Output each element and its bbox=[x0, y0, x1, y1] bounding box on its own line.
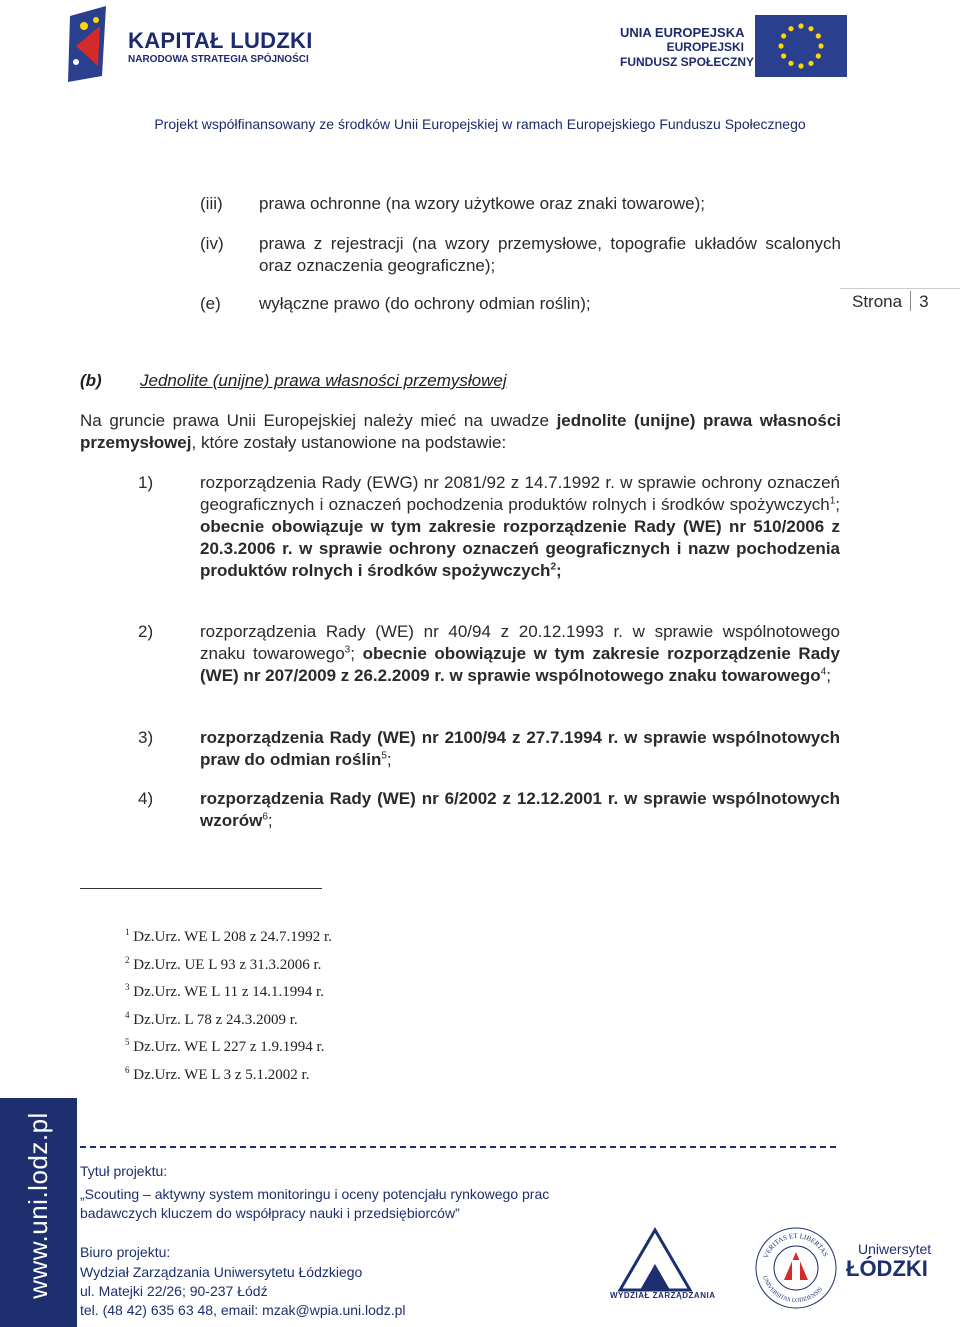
footnote-separator bbox=[80, 888, 322, 889]
item-end: ; bbox=[826, 666, 831, 685]
office-line-1: Wydział Zarządzania Uniwersytetu Łódzkiego bbox=[80, 1264, 363, 1280]
footnote-ref: 1 bbox=[829, 495, 836, 507]
eu-star-icon bbox=[781, 33, 786, 38]
footnote bbox=[125, 1039, 324, 1056]
footnote-text: Dz.Urz. UE L 93 z 31.3.2006 r. bbox=[129, 957, 322, 973]
intro-text-1: Na gruncie prawa Unii Europejskiej należy mieć na uwadze bbox=[80, 411, 557, 430]
footnote-number: 6 bbox=[125, 1065, 130, 1075]
intro-bold: jednolite (unijne) prawa własności przemysłowej bbox=[80, 411, 841, 452]
item-end: ; bbox=[267, 811, 273, 830]
page-number bbox=[852, 291, 929, 312]
footnote-ref: 2 bbox=[550, 561, 557, 573]
project-title-line-1: „Scouting – aktywny system monitoringu i oceny potencjału rynkowego prac bbox=[80, 1186, 550, 1202]
item-end: ; bbox=[386, 750, 392, 769]
item-number: 1) bbox=[138, 473, 154, 492]
item-separator: ; bbox=[350, 644, 363, 663]
eu-logo-text bbox=[620, 25, 755, 70]
eu-line3: FUNDUSZ SPOŁECZNY bbox=[620, 55, 755, 69]
eu-star-icon bbox=[778, 43, 783, 48]
eu-star-icon bbox=[808, 61, 813, 66]
eu-star-icon bbox=[788, 61, 793, 66]
list-item-num: (iii) bbox=[200, 194, 223, 213]
footnote-ref: 4 bbox=[820, 666, 827, 678]
eu-star-icon bbox=[816, 53, 821, 58]
eu-star-icon bbox=[808, 26, 813, 31]
footer-dashed-rule bbox=[80, 1146, 836, 1148]
project-title-label: Tytuł projektu: bbox=[80, 1163, 168, 1179]
university-logo-line-1: Uniwersytet bbox=[858, 1241, 932, 1257]
item-text: rozporządzenia Rady (WE) nr 40/94 z 20.12.1993 r. w sprawie wspólnotowego znaku towarowego bbox=[200, 622, 840, 663]
footnote bbox=[125, 984, 324, 1001]
university-url[interactable]: www.uni.lodz.pl bbox=[23, 1112, 53, 1299]
footnote-text: Dz.Urz. WE L 11 z 14.1.1994 r. bbox=[129, 984, 324, 1000]
item-text: rozporządzenia Rady (EWG) nr 2081/92 z 14.7.1992 r. w sprawie ochrony oznaczeń geograficznych i oznaczeń pochodzenia produktów rolnych i środków spożywczych bbox=[200, 473, 840, 514]
list-item bbox=[200, 727, 840, 771]
intro-text-2: , które zostały ustanowione na podstawie: bbox=[191, 433, 507, 452]
list-item bbox=[200, 472, 840, 582]
eu-line2: EUROPEJSKI bbox=[666, 40, 744, 54]
office-label: Biuro projektu: bbox=[80, 1244, 171, 1260]
project-cofinancing-line: Projekt współfinansowany ze środków Unii Europejskiej w ramach Europejskiego Funduszu Społecznego bbox=[154, 116, 806, 132]
footnote-number: 4 bbox=[125, 1010, 130, 1020]
item-bold-text: rozporządzenia Rady (WE) nr 2100/94 z 27.7.1994 r. w sprawie wspólnotowych praw do odmian roślin bbox=[200, 728, 840, 769]
wydzial-zarzadzania-text: WYDZIAŁ ZARZĄDZANIA bbox=[610, 1291, 716, 1300]
eu-star-icon bbox=[798, 23, 803, 28]
eu-star-icon bbox=[788, 26, 793, 31]
footnote-ref: 6 bbox=[262, 811, 268, 823]
project-title-line-2: badawczych kluczem do współpracy nauki i przedsiębiorców” bbox=[80, 1205, 460, 1221]
list-item-num: (e) bbox=[200, 294, 221, 313]
university-logo-line-2: ŁÓDZKI bbox=[846, 1256, 928, 1281]
footnote-number: 5 bbox=[125, 1037, 130, 1047]
footnote-ref: 5 bbox=[381, 750, 387, 762]
eu-star-icon bbox=[816, 33, 821, 38]
list-item: prawa ochronne (na wzory użytkowe oraz znaki towarowe); bbox=[259, 194, 705, 213]
item-number: 2) bbox=[138, 622, 154, 641]
office-line-2: ul. Matejki 22/26; 90-237 Łódź bbox=[80, 1283, 268, 1299]
office-line-3: tel. (48 42) 635 63 48, email: mzak@wpia.uni.lodz.pl bbox=[80, 1302, 406, 1318]
item-number: 3) bbox=[138, 728, 154, 747]
footnote bbox=[125, 1012, 298, 1029]
footnote-text: Dz.Urz. L 78 z 24.3.2009 r. bbox=[129, 1012, 298, 1028]
page-number-value: 3 bbox=[919, 292, 929, 311]
footnote-ref: 3 bbox=[344, 644, 351, 656]
footnote bbox=[125, 957, 321, 974]
page-number-rule bbox=[840, 288, 960, 289]
footnote-number: 2 bbox=[125, 955, 130, 965]
footnote-text: Dz.Urz. WE L 208 z 24.7.1992 r. bbox=[129, 929, 332, 945]
page-number-divider bbox=[910, 291, 911, 311]
footnote-number: 1 bbox=[125, 927, 130, 937]
footnote bbox=[125, 929, 332, 946]
eu-star-icon bbox=[818, 43, 823, 48]
footnote-number: 3 bbox=[125, 982, 130, 992]
university-seal-icon bbox=[754, 1226, 838, 1310]
eu-title: UNIA EUROPEJSKA bbox=[620, 25, 745, 40]
eu-flag-icon bbox=[755, 15, 847, 77]
kapital-ludzki-subtitle: NARODOWA STRATEGIA SPÓJNOŚCI bbox=[128, 54, 309, 65]
kapital-ludzki-title: KAPITAŁ LUDZKI bbox=[128, 28, 313, 53]
svg-text:UNIVERSITAS LODZIENSIS: UNIVERSITAS LODZIENSIS bbox=[761, 1275, 825, 1305]
section-label: (b) bbox=[80, 371, 102, 390]
section-title: Jednolite (unijne) prawa własności przemysłowej bbox=[140, 371, 507, 390]
svg-text:VERITAS ET LIBERTAS: VERITAS ET LIBERTAS bbox=[761, 1231, 830, 1260]
item-bold-text: obecnie obowiązuje w tym zakresie rozporządzenie Rady (WE) nr 207/2009 z 26.2.2009 r. w sprawie wspólnotowego znaku towarowego bbox=[200, 644, 840, 685]
item-number: 4) bbox=[138, 789, 154, 808]
item-end: ; bbox=[556, 561, 562, 580]
eu-star-icon bbox=[798, 63, 803, 68]
item-bold-text: obecnie obowiązuje w tym zakresie rozporządzenie Rady (WE) nr 510/2006 z 20.3.2006 r. w sprawie ochrony oznaczeń geograficznych i nazw pochodzenia produktów rolnych i środków spożywczych bbox=[200, 517, 840, 580]
item-separator: ; bbox=[835, 495, 840, 514]
item-bold-text: rozporządzenia Rady (WE) nr 6/2002 z 12.12.2001 r. w sprawie wspólnotowych wzorów bbox=[200, 789, 840, 830]
section-intro bbox=[80, 410, 841, 454]
footnote-text: Dz.Urz. WE L 227 z 1.9.1994 r. bbox=[129, 1039, 325, 1055]
list-item: prawa z rejestracji (na wzory przemysłowe, topografie układów scalonych oraz oznaczenia geograficzne); bbox=[259, 234, 841, 275]
list-item: wyłączne prawo (do ochrony odmian roślin); bbox=[259, 294, 591, 313]
footnote-text: Dz.Urz. WE L 3 z 5.1.2002 r. bbox=[129, 1067, 310, 1083]
page-label: Strona bbox=[852, 292, 903, 311]
footnote bbox=[125, 1067, 309, 1084]
list-item-num: (iv) bbox=[200, 234, 224, 253]
list-item bbox=[200, 788, 840, 832]
eu-star-icon bbox=[781, 53, 786, 58]
list-item bbox=[200, 621, 840, 687]
